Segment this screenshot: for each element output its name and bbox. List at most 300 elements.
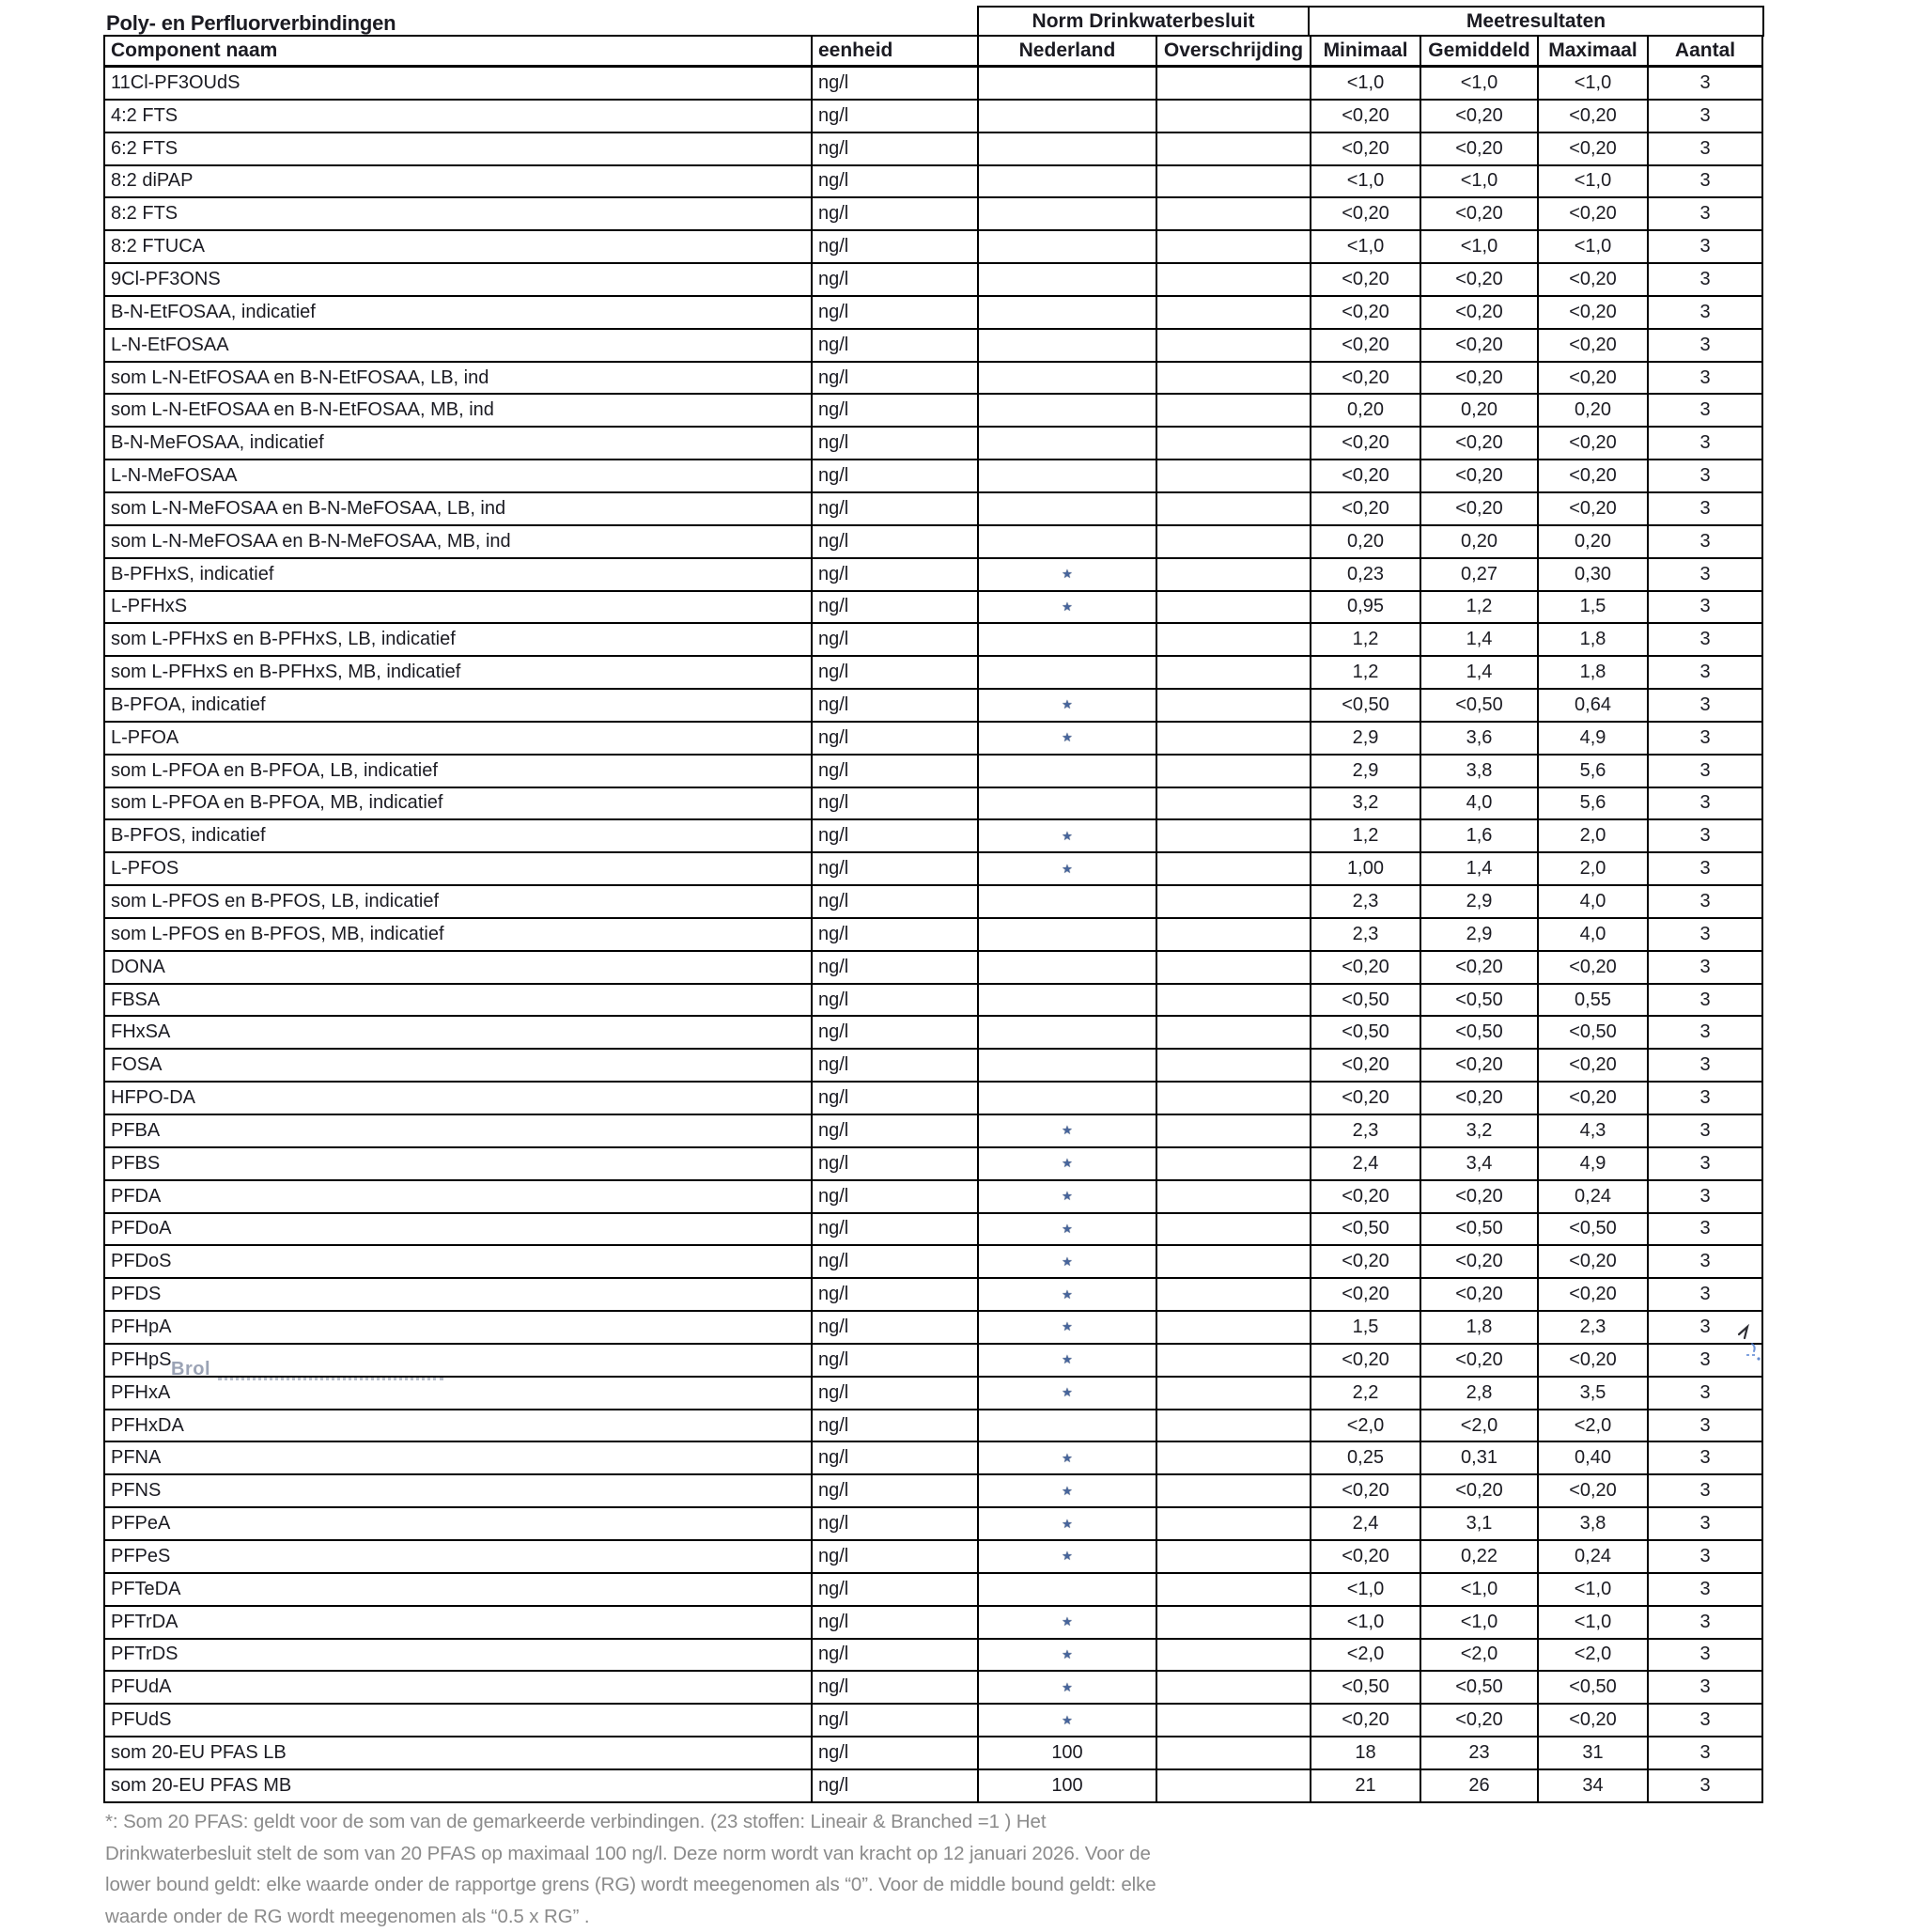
- cell-norm-nederland: [979, 1345, 1157, 1378]
- cell-aantal: 3: [1649, 592, 1763, 625]
- cell-overschrijding: [1157, 1672, 1311, 1705]
- cell-overschrijding: [1157, 428, 1311, 460]
- cell-gemiddeld: 4,0: [1421, 788, 1539, 821]
- footnote-line: lower bound geldt: elke waarde onder de rapportge grens (RG) wordt meegenomen als “0”. Voor de middle bound geldt: elke: [105, 1869, 1336, 1901]
- cell-eenheid: ng/l: [813, 1083, 979, 1115]
- cell-minimaal: 1,2: [1311, 657, 1421, 690]
- cell-eenheid: ng/l: [813, 1607, 979, 1640]
- cell-maximaal: 0,55: [1539, 985, 1649, 1018]
- cell-overschrijding: [1157, 1312, 1311, 1345]
- cell-maximaal: <0,20: [1539, 460, 1649, 493]
- cell-component-naam: PFDA: [105, 1181, 813, 1214]
- cell-component-naam: PFBS: [105, 1148, 813, 1181]
- cell-aantal: 3: [1649, 133, 1763, 166]
- cell-minimaal: 2,9: [1311, 723, 1421, 756]
- cell-overschrijding: [1157, 624, 1311, 657]
- cell-norm-nederland: 100: [979, 1770, 1157, 1803]
- group-header-spacer: [103, 6, 977, 35]
- cell-eenheid: ng/l: [813, 428, 979, 460]
- cell-aantal: 3: [1649, 395, 1763, 428]
- cell-component-naam: PFPeA: [105, 1508, 813, 1541]
- cell-norm-nederland: [979, 1541, 1157, 1574]
- asterisk-marker-icon: ★: [1062, 1287, 1073, 1302]
- cell-gemiddeld: <2,0: [1421, 1640, 1539, 1673]
- cell-eenheid: ng/l: [813, 1508, 979, 1541]
- cell-aantal: 3: [1649, 166, 1763, 199]
- cell-overschrijding: [1157, 330, 1311, 363]
- cell-minimaal: <0,20: [1311, 330, 1421, 363]
- cell-eenheid: ng/l: [813, 1442, 979, 1475]
- cell-eenheid: ng/l: [813, 1640, 979, 1673]
- cell-maximaal: 4,9: [1539, 1148, 1649, 1181]
- cell-component-naam: PFHpS: [105, 1345, 813, 1378]
- cell-gemiddeld: 0,20: [1421, 526, 1539, 559]
- cell-aantal: 3: [1649, 1607, 1763, 1640]
- cell-aantal: 3: [1649, 657, 1763, 690]
- cell-overschrijding: [1157, 1410, 1311, 1443]
- cell-gemiddeld: 23: [1421, 1737, 1539, 1770]
- cell-minimaal: <0,20: [1311, 460, 1421, 493]
- cell-component-naam: som 20-EU PFAS LB: [105, 1737, 813, 1770]
- cell-gemiddeld: <0,20: [1421, 363, 1539, 396]
- cell-norm-nederland: [979, 526, 1157, 559]
- cell-maximaal: 1,8: [1539, 657, 1649, 690]
- cell-aantal: 3: [1649, 1541, 1763, 1574]
- cell-maximaal: 1,8: [1539, 624, 1649, 657]
- cell-gemiddeld: 2,9: [1421, 919, 1539, 952]
- cell-overschrijding: [1157, 886, 1311, 919]
- cell-norm-nederland: [979, 1672, 1157, 1705]
- cell-maximaal: 0,30: [1539, 559, 1649, 592]
- cell-overschrijding: [1157, 592, 1311, 625]
- cell-eenheid: ng/l: [813, 690, 979, 723]
- cell-eenheid: ng/l: [813, 559, 979, 592]
- cell-gemiddeld: <0,20: [1421, 460, 1539, 493]
- cell-eenheid: ng/l: [813, 853, 979, 886]
- cell-maximaal: <0,20: [1539, 264, 1649, 297]
- cell-maximaal: 4,9: [1539, 723, 1649, 756]
- cell-aantal: 3: [1649, 820, 1763, 853]
- cell-norm-nederland: [979, 1378, 1157, 1410]
- asterisk-marker-icon: ★: [1062, 1123, 1073, 1138]
- cell-maximaal: 0,24: [1539, 1541, 1649, 1574]
- cell-overschrijding: [1157, 1541, 1311, 1574]
- column-header-eenheid: eenheid: [813, 37, 979, 68]
- cell-gemiddeld: <0,50: [1421, 1672, 1539, 1705]
- page-title: Poly- en Perfluorverbindingen: [106, 11, 396, 36]
- cell-maximaal: 3,5: [1539, 1378, 1649, 1410]
- cell-eenheid: ng/l: [813, 1541, 979, 1574]
- cell-aantal: 3: [1649, 1312, 1763, 1345]
- cell-aantal: 3: [1649, 363, 1763, 396]
- cell-norm-nederland: [979, 198, 1157, 231]
- cell-eenheid: ng/l: [813, 624, 979, 657]
- cell-eenheid: ng/l: [813, 297, 979, 330]
- cell-aantal: 3: [1649, 624, 1763, 657]
- cell-component-naam: PFUdS: [105, 1705, 813, 1737]
- cell-norm-nederland: [979, 1410, 1157, 1443]
- cell-minimaal: <0,50: [1311, 985, 1421, 1018]
- cell-eenheid: ng/l: [813, 1214, 979, 1247]
- cell-eenheid: ng/l: [813, 133, 979, 166]
- cell-gemiddeld: 3,2: [1421, 1115, 1539, 1148]
- cell-minimaal: <0,20: [1311, 1050, 1421, 1083]
- cell-eenheid: ng/l: [813, 788, 979, 821]
- cell-component-naam: som L-PFOA en B-PFOA, LB, indicatief: [105, 756, 813, 788]
- cell-minimaal: <0,20: [1311, 198, 1421, 231]
- cell-eenheid: ng/l: [813, 1410, 979, 1443]
- cell-component-naam: PFUdA: [105, 1672, 813, 1705]
- cell-overschrijding: [1157, 1017, 1311, 1050]
- cell-gemiddeld: <1,0: [1421, 68, 1539, 101]
- cell-component-naam: B-N-EtFOSAA, indicatief: [105, 297, 813, 330]
- cell-overschrijding: [1157, 1115, 1311, 1148]
- cell-maximaal: <0,20: [1539, 133, 1649, 166]
- cell-overschrijding: [1157, 166, 1311, 199]
- cell-maximaal: 1,5: [1539, 592, 1649, 625]
- margin-scribble-mark: [1733, 1321, 1778, 1370]
- cell-minimaal: <1,0: [1311, 1574, 1421, 1607]
- cell-eenheid: ng/l: [813, 1770, 979, 1803]
- cell-overschrijding: [1157, 1442, 1311, 1475]
- cell-gemiddeld: 3,8: [1421, 756, 1539, 788]
- cell-overschrijding: [1157, 1345, 1311, 1378]
- cell-norm-nederland: [979, 1214, 1157, 1247]
- cell-gemiddeld: <1,0: [1421, 1574, 1539, 1607]
- cell-aantal: 3: [1649, 1279, 1763, 1312]
- cell-component-naam: som 20-EU PFAS MB: [105, 1770, 813, 1803]
- cell-maximaal: <2,0: [1539, 1640, 1649, 1673]
- cell-aantal: 3: [1649, 1017, 1763, 1050]
- cell-overschrijding: [1157, 657, 1311, 690]
- cell-norm-nederland: [979, 166, 1157, 199]
- cell-aantal: 3: [1649, 1770, 1763, 1803]
- cell-maximaal: <0,50: [1539, 1214, 1649, 1247]
- cell-minimaal: 21: [1311, 1770, 1421, 1803]
- cell-norm-nederland: [979, 1050, 1157, 1083]
- asterisk-marker-icon: ★: [1062, 1156, 1073, 1171]
- cell-minimaal: 0,20: [1311, 395, 1421, 428]
- cell-eenheid: ng/l: [813, 1115, 979, 1148]
- cell-minimaal: <0,20: [1311, 1083, 1421, 1115]
- cell-eenheid: ng/l: [813, 1345, 979, 1378]
- cell-norm-nederland: [979, 460, 1157, 493]
- cell-aantal: 3: [1649, 297, 1763, 330]
- cell-norm-nederland: [979, 985, 1157, 1018]
- cell-minimaal: <0,50: [1311, 1017, 1421, 1050]
- cell-minimaal: 2,4: [1311, 1148, 1421, 1181]
- cell-minimaal: <0,20: [1311, 1475, 1421, 1508]
- cell-eenheid: ng/l: [813, 592, 979, 625]
- cell-eenheid: ng/l: [813, 395, 979, 428]
- cell-overschrijding: [1157, 1475, 1311, 1508]
- cell-aantal: 3: [1649, 1672, 1763, 1705]
- cell-gemiddeld: 3,4: [1421, 1148, 1539, 1181]
- cell-gemiddeld: <0,20: [1421, 1181, 1539, 1214]
- cell-gemiddeld: 3,1: [1421, 1508, 1539, 1541]
- cell-eenheid: ng/l: [813, 756, 979, 788]
- cell-maximaal: 4,0: [1539, 919, 1649, 952]
- cell-overschrijding: [1157, 1770, 1311, 1803]
- cell-norm-nederland: [979, 624, 1157, 657]
- cell-component-naam: PFNS: [105, 1475, 813, 1508]
- watermark-artifact-text: Brol: [171, 1359, 210, 1380]
- cell-norm-nederland: [979, 330, 1157, 363]
- cell-overschrijding: [1157, 788, 1311, 821]
- cell-overschrijding: [1157, 198, 1311, 231]
- cell-minimaal: <0,20: [1311, 1246, 1421, 1279]
- cell-gemiddeld: <0,20: [1421, 1475, 1539, 1508]
- column-header-overschrijding: Overschrijding: [1157, 37, 1311, 68]
- cell-aantal: 3: [1649, 1378, 1763, 1410]
- asterisk-marker-icon: ★: [1062, 1222, 1073, 1237]
- cell-norm-nederland: [979, 592, 1157, 625]
- cell-eenheid: ng/l: [813, 493, 979, 526]
- asterisk-marker-icon: ★: [1062, 1647, 1073, 1662]
- cell-eenheid: ng/l: [813, 1050, 979, 1083]
- cell-eenheid: ng/l: [813, 363, 979, 396]
- cell-overschrijding: [1157, 1214, 1311, 1247]
- cell-overschrijding: [1157, 526, 1311, 559]
- cell-aantal: 3: [1649, 1083, 1763, 1115]
- cell-component-naam: som L-PFHxS en B-PFHxS, LB, indicatief: [105, 624, 813, 657]
- cell-gemiddeld: <0,20: [1421, 493, 1539, 526]
- cell-gemiddeld: <2,0: [1421, 1410, 1539, 1443]
- cell-norm-nederland: [979, 1312, 1157, 1345]
- cell-component-naam: 8:2 diPAP: [105, 166, 813, 199]
- cell-eenheid: ng/l: [813, 985, 979, 1018]
- cell-component-naam: FOSA: [105, 1050, 813, 1083]
- cell-component-naam: FBSA: [105, 985, 813, 1018]
- cell-eenheid: ng/l: [813, 1148, 979, 1181]
- cell-minimaal: 0,95: [1311, 592, 1421, 625]
- cell-maximaal: 2,3: [1539, 1312, 1649, 1345]
- cell-aantal: 3: [1649, 1246, 1763, 1279]
- cell-aantal: 3: [1649, 690, 1763, 723]
- cell-eenheid: ng/l: [813, 1705, 979, 1737]
- column-header-aantal: Aantal: [1649, 37, 1763, 68]
- cell-eenheid: ng/l: [813, 657, 979, 690]
- asterisk-marker-icon: ★: [1062, 1517, 1073, 1532]
- cell-minimaal: <0,20: [1311, 1345, 1421, 1378]
- cell-gemiddeld: <0,20: [1421, 264, 1539, 297]
- cell-aantal: 3: [1649, 428, 1763, 460]
- cell-maximaal: <0,20: [1539, 1246, 1649, 1279]
- cell-minimaal: <0,20: [1311, 1181, 1421, 1214]
- cell-eenheid: ng/l: [813, 1574, 979, 1607]
- cell-component-naam: PFHpA: [105, 1312, 813, 1345]
- cell-overschrijding: [1157, 264, 1311, 297]
- cell-component-naam: L-N-EtFOSAA: [105, 330, 813, 363]
- cell-minimaal: 2,3: [1311, 919, 1421, 952]
- cell-maximaal: <0,20: [1539, 1705, 1649, 1737]
- cell-minimaal: <1,0: [1311, 1607, 1421, 1640]
- cell-gemiddeld: 1,6: [1421, 820, 1539, 853]
- cell-gemiddeld: 0,22: [1421, 1541, 1539, 1574]
- cell-overschrijding: [1157, 1378, 1311, 1410]
- cell-component-naam: som L-PFHxS en B-PFHxS, MB, indicatief: [105, 657, 813, 690]
- asterisk-marker-icon: ★: [1062, 1713, 1073, 1728]
- cell-overschrijding: [1157, 1574, 1311, 1607]
- cell-norm-nederland: [979, 493, 1157, 526]
- cell-aantal: 3: [1649, 756, 1763, 788]
- cell-norm-nederland: [979, 657, 1157, 690]
- cell-minimaal: <0,20: [1311, 1541, 1421, 1574]
- cell-eenheid: ng/l: [813, 526, 979, 559]
- cell-aantal: 3: [1649, 1475, 1763, 1508]
- cell-component-naam: B-PFHxS, indicatief: [105, 559, 813, 592]
- cell-component-naam: B-PFOA, indicatief: [105, 690, 813, 723]
- cell-gemiddeld: 2,9: [1421, 886, 1539, 919]
- cell-aantal: 3: [1649, 1050, 1763, 1083]
- asterisk-marker-icon: ★: [1062, 1549, 1073, 1564]
- cell-aantal: 3: [1649, 919, 1763, 952]
- cell-overschrijding: [1157, 1607, 1311, 1640]
- cell-norm-nederland: [979, 723, 1157, 756]
- cell-aantal: 3: [1649, 330, 1763, 363]
- cell-component-naam: PFTrDA: [105, 1607, 813, 1640]
- cell-overschrijding: [1157, 1246, 1311, 1279]
- cell-eenheid: ng/l: [813, 952, 979, 985]
- cell-aantal: 3: [1649, 526, 1763, 559]
- cell-norm-nederland: [979, 756, 1157, 788]
- cell-maximaal: <0,20: [1539, 428, 1649, 460]
- cell-eenheid: ng/l: [813, 723, 979, 756]
- asterisk-marker-icon: ★: [1062, 567, 1073, 582]
- cell-maximaal: 4,3: [1539, 1115, 1649, 1148]
- cell-overschrijding: [1157, 363, 1311, 396]
- cell-minimaal: <0,20: [1311, 1705, 1421, 1737]
- cell-overschrijding: [1157, 460, 1311, 493]
- footnote-line: *: Som 20 PFAS: geldt voor de som van de gemarkeerde verbindingen. (23 stoffen: Lineair & Branched =1 ) Het: [105, 1806, 1336, 1838]
- asterisk-marker-icon: ★: [1062, 600, 1073, 615]
- cell-aantal: 3: [1649, 886, 1763, 919]
- cell-norm-nederland: 100: [979, 1737, 1157, 1770]
- cell-eenheid: ng/l: [813, 886, 979, 919]
- cell-component-naam: som L-N-EtFOSAA en B-N-EtFOSAA, LB, ind: [105, 363, 813, 396]
- cell-eenheid: ng/l: [813, 231, 979, 264]
- cell-norm-nederland: [979, 1279, 1157, 1312]
- cell-maximaal: 2,0: [1539, 820, 1649, 853]
- cell-gemiddeld: <0,50: [1421, 690, 1539, 723]
- cell-norm-nederland: [979, 428, 1157, 460]
- group-header-meetresultaten: Meetresultaten: [1310, 6, 1764, 35]
- cell-norm-nederland: [979, 1115, 1157, 1148]
- cell-component-naam: B-N-MeFOSAA, indicatief: [105, 428, 813, 460]
- cell-component-naam: 9Cl-PF3ONS: [105, 264, 813, 297]
- cell-gemiddeld: <0,20: [1421, 297, 1539, 330]
- column-header-maximaal: Maximaal: [1539, 37, 1649, 68]
- cell-norm-nederland: [979, 1508, 1157, 1541]
- cell-aantal: 3: [1649, 493, 1763, 526]
- results-table: [103, 6, 1764, 1803]
- cell-eenheid: ng/l: [813, 1475, 979, 1508]
- cell-maximaal: <0,20: [1539, 952, 1649, 985]
- cell-component-naam: 8:2 FTUCA: [105, 231, 813, 264]
- cell-norm-nederland: [979, 853, 1157, 886]
- cell-maximaal: <0,20: [1539, 198, 1649, 231]
- cell-minimaal: 2,9: [1311, 756, 1421, 788]
- cell-component-naam: som L-PFOA en B-PFOA, MB, indicatief: [105, 788, 813, 821]
- cell-eenheid: ng/l: [813, 264, 979, 297]
- cell-component-naam: L-PFOA: [105, 723, 813, 756]
- cell-minimaal: 0,25: [1311, 1442, 1421, 1475]
- cell-aantal: 3: [1649, 1574, 1763, 1607]
- cell-maximaal: <0,20: [1539, 330, 1649, 363]
- cell-norm-nederland: [979, 101, 1157, 133]
- asterisk-marker-icon: ★: [1062, 1484, 1073, 1499]
- cell-gemiddeld: 0,31: [1421, 1442, 1539, 1475]
- cell-minimaal: <1,0: [1311, 166, 1421, 199]
- cell-eenheid: ng/l: [813, 460, 979, 493]
- asterisk-marker-icon: ★: [1062, 1614, 1073, 1629]
- watermark-artifact-line: [218, 1378, 443, 1380]
- cell-component-naam: PFPeS: [105, 1541, 813, 1574]
- cell-maximaal: <0,20: [1539, 493, 1649, 526]
- cell-eenheid: ng/l: [813, 919, 979, 952]
- cell-minimaal: <0,50: [1311, 1672, 1421, 1705]
- cell-maximaal: <1,0: [1539, 166, 1649, 199]
- cell-eenheid: ng/l: [813, 1312, 979, 1345]
- cell-component-naam: PFBA: [105, 1115, 813, 1148]
- cell-aantal: 3: [1649, 460, 1763, 493]
- cell-eenheid: ng/l: [813, 1246, 979, 1279]
- cell-norm-nederland: [979, 133, 1157, 166]
- cell-norm-nederland: [979, 1574, 1157, 1607]
- cell-overschrijding: [1157, 1279, 1311, 1312]
- cell-maximaal: <0,20: [1539, 297, 1649, 330]
- asterisk-marker-icon: ★: [1062, 1680, 1073, 1695]
- column-header-minimaal: Minimaal: [1311, 37, 1421, 68]
- cell-maximaal: <1,0: [1539, 1607, 1649, 1640]
- cell-gemiddeld: 26: [1421, 1770, 1539, 1803]
- cell-overschrijding: [1157, 231, 1311, 264]
- asterisk-marker-icon: ★: [1062, 1319, 1073, 1334]
- cell-eenheid: ng/l: [813, 820, 979, 853]
- cell-maximaal: 2,0: [1539, 853, 1649, 886]
- cell-norm-nederland: [979, 820, 1157, 853]
- cell-overschrijding: [1157, 68, 1311, 101]
- cell-component-naam: 6:2 FTS: [105, 133, 813, 166]
- cell-norm-nederland: [979, 952, 1157, 985]
- cell-overschrijding: [1157, 853, 1311, 886]
- cell-minimaal: <2,0: [1311, 1410, 1421, 1443]
- cell-minimaal: 1,5: [1311, 1312, 1421, 1345]
- cell-maximaal: 0,64: [1539, 690, 1649, 723]
- cell-maximaal: 0,24: [1539, 1181, 1649, 1214]
- cell-component-naam: L-PFHxS: [105, 592, 813, 625]
- cell-maximaal: <0,20: [1539, 101, 1649, 133]
- cell-norm-nederland: [979, 559, 1157, 592]
- cell-minimaal: 3,2: [1311, 788, 1421, 821]
- cell-minimaal: <0,50: [1311, 690, 1421, 723]
- cell-minimaal: <0,20: [1311, 1279, 1421, 1312]
- cell-gemiddeld: <0,20: [1421, 1345, 1539, 1378]
- cell-component-naam: DONA: [105, 952, 813, 985]
- cell-component-naam: HFPO-DA: [105, 1083, 813, 1115]
- cell-aantal: 3: [1649, 1410, 1763, 1443]
- cell-aantal: 3: [1649, 853, 1763, 886]
- column-header-component-naam: Component naam: [105, 37, 813, 68]
- cell-norm-nederland: [979, 1475, 1157, 1508]
- cell-maximaal: 0,20: [1539, 526, 1649, 559]
- table-grid: [103, 35, 1764, 1803]
- cell-gemiddeld: 1,2: [1421, 592, 1539, 625]
- cell-gemiddeld: 1,4: [1421, 624, 1539, 657]
- asterisk-marker-icon: ★: [1062, 1254, 1073, 1270]
- cell-component-naam: PFTeDA: [105, 1574, 813, 1607]
- cell-eenheid: ng/l: [813, 1279, 979, 1312]
